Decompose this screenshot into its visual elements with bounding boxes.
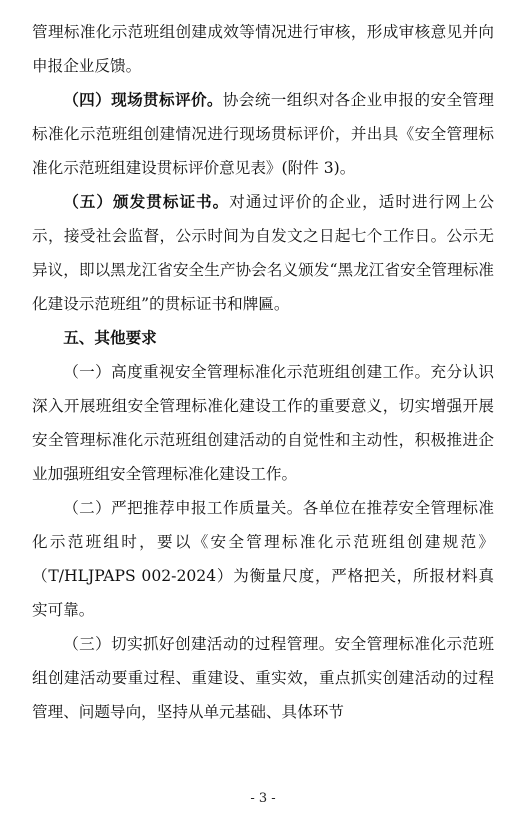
- page-number: - 3 -: [250, 791, 276, 806]
- requirement-1: （一）高度重视安全管理标准化示范班组创建工作。充分认识深入开展班组安全管理标准化建设工作的重要意义，切实增强开展安全管理标准化示范班组创建活动的自觉性和主动性，积极推进企业加强班组安全管理标准化建设工作。: [32, 363, 494, 483]
- paragraph-text: 管理标准化示范班组创建成效等情况进行审核，形成审核意见并向申报企业反馈。: [32, 23, 494, 75]
- requirement-3: （三）切实抓好创建活动的过程管理。安全管理标准化示范班组创建活动要重过程、重建设、重实效，重点抓实创建活动的过程管理、问题导向，坚持从单元基础、具体环节: [32, 635, 494, 721]
- body-text: [32, 15, 494, 729]
- paragraph-certificate: [32, 185, 494, 321]
- paragraph-text: 协会统一组织对各企业申报的安全管理标准化示范班组创建情况进行现场贯标评价，并出具《安全管理标准化示范班组建设贯标评价意见表》(附件 3)。: [32, 91, 494, 177]
- paragraph-continuation: [32, 15, 494, 83]
- section-heading: 五、其他要求: [63, 328, 157, 347]
- paragraph-lead: （四）现场贯标评价。: [63, 90, 223, 109]
- requirement-2: （二）严把推荐申报工作质量关。各单位在推荐安全管理标准化示范班组时，要以《安全管理标准化示范班组创建规范》（T/HLJPAPS 002-2024）为衡量尺度，严格把关，所报材料真实可靠。: [32, 499, 494, 619]
- paragraph-site-evaluation: [32, 83, 494, 185]
- paragraph-text: 对通过评价的企业，适时进行网上公示，接受社会监督，公示时间为自发文之日起七个工作日。公示无异议，即以黑龙江省安全生产协会名义颁发“黑龙江省安全管理标准化建设示范班组”的贯标证书和牌匾。: [32, 193, 494, 313]
- paragraph-lead: （五）颁发贯标证书。: [63, 192, 230, 211]
